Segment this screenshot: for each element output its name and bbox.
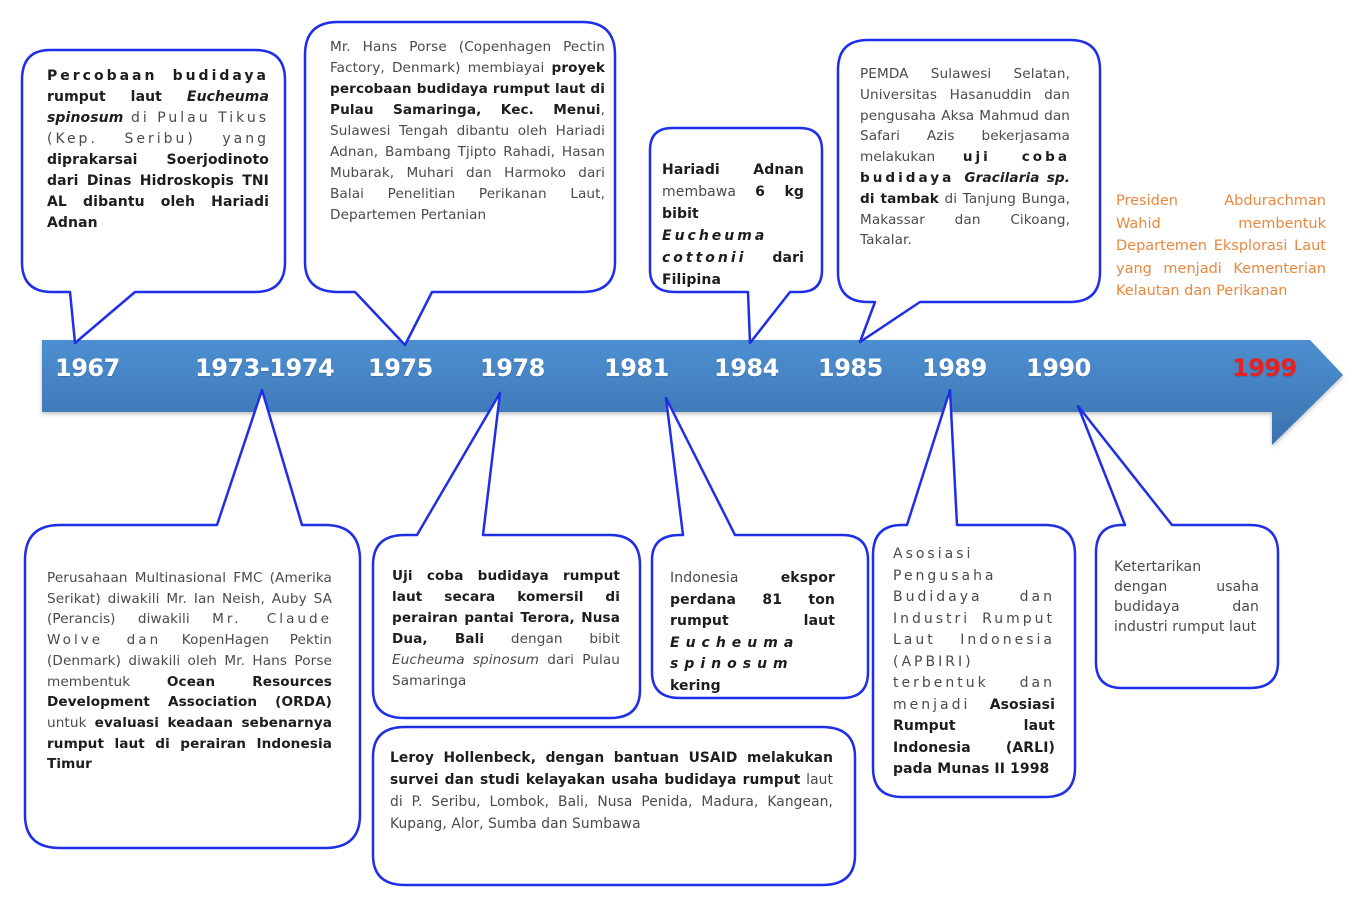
event-1981-species: Eucheuma spinosum — [670, 634, 800, 672]
event-1985-species: Gracilaria sp. — [964, 169, 1070, 186]
event-1984-text-d: dari Filipina — [662, 250, 804, 288]
event-1967-heading: Percobaan budidaya — [47, 68, 269, 84]
event-1967-species: Eucheuma spinosum — [47, 89, 269, 126]
callout-1984 — [662, 159, 804, 291]
event-1981-text-c: kering — [670, 677, 721, 694]
event-1984-species: Eucheuma cottonii — [662, 228, 768, 266]
callout-1981 — [670, 568, 835, 697]
callout-1975 — [330, 37, 605, 226]
event-1975-text-a: Mr. Hans Porse (Copenhagen Pectin Factory, Denmark) membiayai — [330, 39, 605, 76]
event-1989-text-a: Asosiasi Pengusaha Budidaya dan Industri Rumput Laut Indonesia (APBIRI) terbentuk dan menjadi — [893, 546, 1055, 713]
event-1973-text-a: Perusahaan Multinasional FMC (Amerika Serikat) diwakili Mr. Ian Neish, Auby SA (Perancis) diwakili — [47, 570, 332, 628]
event-1973-text-f: evaluasi keadaan sebenarnya rumput laut di perairan Indonesia Timur — [47, 714, 332, 773]
event-1973-text-d: Ocean Resources Development Association (ORDA) — [47, 673, 332, 711]
event-1978b-text-b: laut di P. Seribu, Lombok, Bali, Nusa Penida, Madura, Kangean, Kupang, Alor, Sumba dan Sumbawa — [390, 772, 834, 832]
event-1975-text-c: , Sulawesi Tengah dibantu oleh Hariadi Adnan, Bambang Tjipto Rahadi, Hasan Mubarak, Muhari dan Harmoko dari Balai Penelitian Perikanan Laut, Departemen Pertanian — [330, 102, 605, 223]
event-1990-text-a: Ketertarikan dengan usaha budidaya dan industri rumput laut — [1114, 559, 1259, 635]
event-1985-text-a: PEMDA Sulawesi Selatan, Universitas Hasanuddin dan pengusaha Aksa Mahmud dan Safari Azis bekerjasama melakukan — [860, 66, 1070, 166]
year-label-1978: 1978 — [480, 354, 545, 382]
callout-1978 — [392, 566, 620, 692]
event-1985-text-b: uji coba budidaya — [860, 149, 1070, 186]
callout-1989 — [893, 544, 1055, 781]
callout-1973-1974 — [47, 568, 332, 775]
year-label-1967: 1967 — [55, 354, 120, 382]
year-label-1981: 1981 — [604, 354, 669, 382]
callout-1978-survey — [390, 747, 833, 835]
year-label-1989: 1989 — [922, 354, 987, 382]
year-label-1973-1974: 1973-1974 — [195, 354, 335, 382]
event-1975-text-b: proyek percobaan budidaya rumput laut di Pulau Samaringa, Kec. Menui — [330, 60, 605, 118]
event-1973-text-c: KopenHagen Pektin (Denmark) diwakili oleh Mr. Hans Porse membentuk — [47, 632, 332, 690]
year-label-1975: 1975 — [368, 354, 433, 382]
event-1967-text-a: rumput laut — [47, 89, 187, 105]
year-label-1985: 1985 — [818, 354, 883, 382]
callout-1990 — [1114, 557, 1259, 637]
event-1981-text-b: ekspor perdana 81 ton rumput laut — [670, 570, 835, 629]
event-1978-text-c: dari Pulau Samaringa — [392, 652, 620, 689]
event-1978-text-b: dengan bibit — [484, 631, 620, 647]
event-1985-text-c: di tambak — [860, 190, 939, 207]
event-1978-species: Eucheuma spinosum — [392, 652, 540, 668]
callout-1990-outline — [1078, 406, 1278, 688]
event-1985-text-d: di Tanjung Bunga, Makassar dan Cikoang, Takalar. — [860, 190, 1071, 249]
event-1999-note: Presiden Abdurachman Wahid membentuk Departemen Eksplorasi Laut yang menjadi Kementerian Kelautan dan Perikanan — [1116, 193, 1326, 299]
event-1967-text-c: diprakarsai Soerjodinoto dari Dinas Hidroskopis TNI AL dibantu oleh Hariadi Adnan — [47, 152, 269, 231]
event-1973-text-b: Mr. Claude Wolve dan — [47, 611, 333, 649]
callout-1967 — [47, 66, 269, 234]
event-1981-text-a: Indonesia — [670, 570, 781, 586]
event-1978-text-a: Uji coba budidaya rumput laut secara komersil di perairan pantai Terora, Nusa Dua, Bali — [392, 568, 620, 647]
year-label-1984: 1984 — [714, 354, 779, 382]
year-label-1990: 1990 — [1026, 354, 1091, 382]
event-1984-text-c: 6 kg bibit — [662, 184, 804, 222]
event-1984-text-a: Hariadi Adnan — [662, 162, 804, 178]
callout-1985 — [860, 64, 1070, 251]
event-1989-text-b: Asosiasi Rumput laut Indonesia (ARLI) pada Munas II 1998 — [893, 696, 1055, 777]
event-1978b-text-a: Leroy Hollenbeck, dengan bantuan USAID melakukan survei dan studi kelayakan usaha budidaya rumput — [390, 750, 833, 788]
event-1984-text-b: membawa — [662, 184, 756, 200]
year-label-1999: 1999 — [1232, 354, 1297, 382]
event-1967-text-b: di Pulau Tikus (Kep. Seribu) yang — [47, 110, 269, 147]
event-1973-text-e: untuk — [47, 714, 95, 731]
